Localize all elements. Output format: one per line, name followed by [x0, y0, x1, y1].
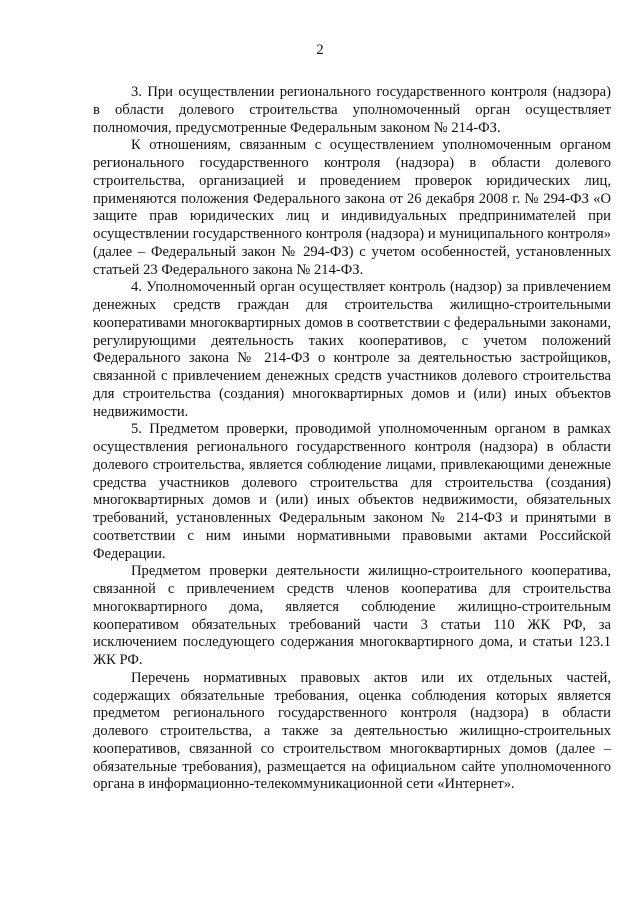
paragraph-item-5-inspection-subject: 5. Предметом проверки, проводимой уполномоченным органом в рамках осуществления регионального государственного контроля (надзора) в области долевого строительства, является соблюдение лицами, привлекающими денежные средства участников долевого строительства для строительства (создания) многоквартирных домов и (или) иных объектов недвижимости, обязательных требований, установленных Федеральным законом № 214-ФЗ и принятыми в соответствии с ним иными нормативными правовыми актами Российской Федерации.	[93, 421, 611, 562]
paragraph-cooperative-inspection-subject: Предметом проверки деятельности жилищно-строительного кооператива, связанной с привлечением средств членов кооператива для строительства многоквартирного дома, является соблюдение жилищно-строительным кооперативом обязательных требований части 3 статьи 110 ЖК РФ, за исключением последующего содержания многоквартирного дома, и статьи 123.1 ЖК РФ.	[93, 563, 611, 668]
paragraph-item-4-housing-cooperatives: 4. Уполномоченный орган осуществляет контроль (надзор) за привлечением денежных средств граждан для строительства жилищно-строительными кооперативами многоквартирных домов в соответствии с федеральными законами, регулирующими деятельность таких кооперативов, с учетом положений Федерального закона № 214-ФЗ о контроле за деятельностью застройщиков, связанной с привлечением денежных средств участников долевого строительства для строительства (создания) многоквартирных домов и (или) иных объектов недвижимости.	[93, 279, 611, 420]
document-body	[93, 84, 611, 794]
page-number: 2	[316, 42, 324, 58]
paragraph-requirements-list: Перечень нормативных правовых актов или их отдельных частей, содержащих обязательные требования, оценка соблюдения которых является предметом регионального государственного контроля (надзора) в области долевого строительства, а также за деятельностью жилищно-строительных кооперативов, связанной со строительством многоквартирных домов (далее – обязательные требования), размещается на официальном сайте уполномоченного органа в информационно-телекоммуникационной сети «Интернет».	[93, 669, 611, 793]
paragraph-inspections-294fz: К отношениям, связанным с осуществлением уполномоченным органом регионального государственного контроля (надзора) в области долевого строительства, организацией и проведением проверок юридических лиц, применяются положения Федерального закона от 26 декабря 2008 г. № 294-ФЗ «О защите прав юридических лиц и индивидуальных предпринимателей при осуществлении государственного контроля (надзора) и муниципального контроля» (далее – Федеральный закон № 294-ФЗ) с учетом особенностей, установленных статьей 23 Федерального закона № 214-ФЗ.	[93, 137, 611, 278]
paragraph-item-3-control-powers: 3. При осуществлении регионального государственного контроля (надзора) в области долевого строительства уполномоченный орган осуществляет полномочия, предусмотренные Федеральным законом № 214-ФЗ.	[93, 84, 611, 136]
